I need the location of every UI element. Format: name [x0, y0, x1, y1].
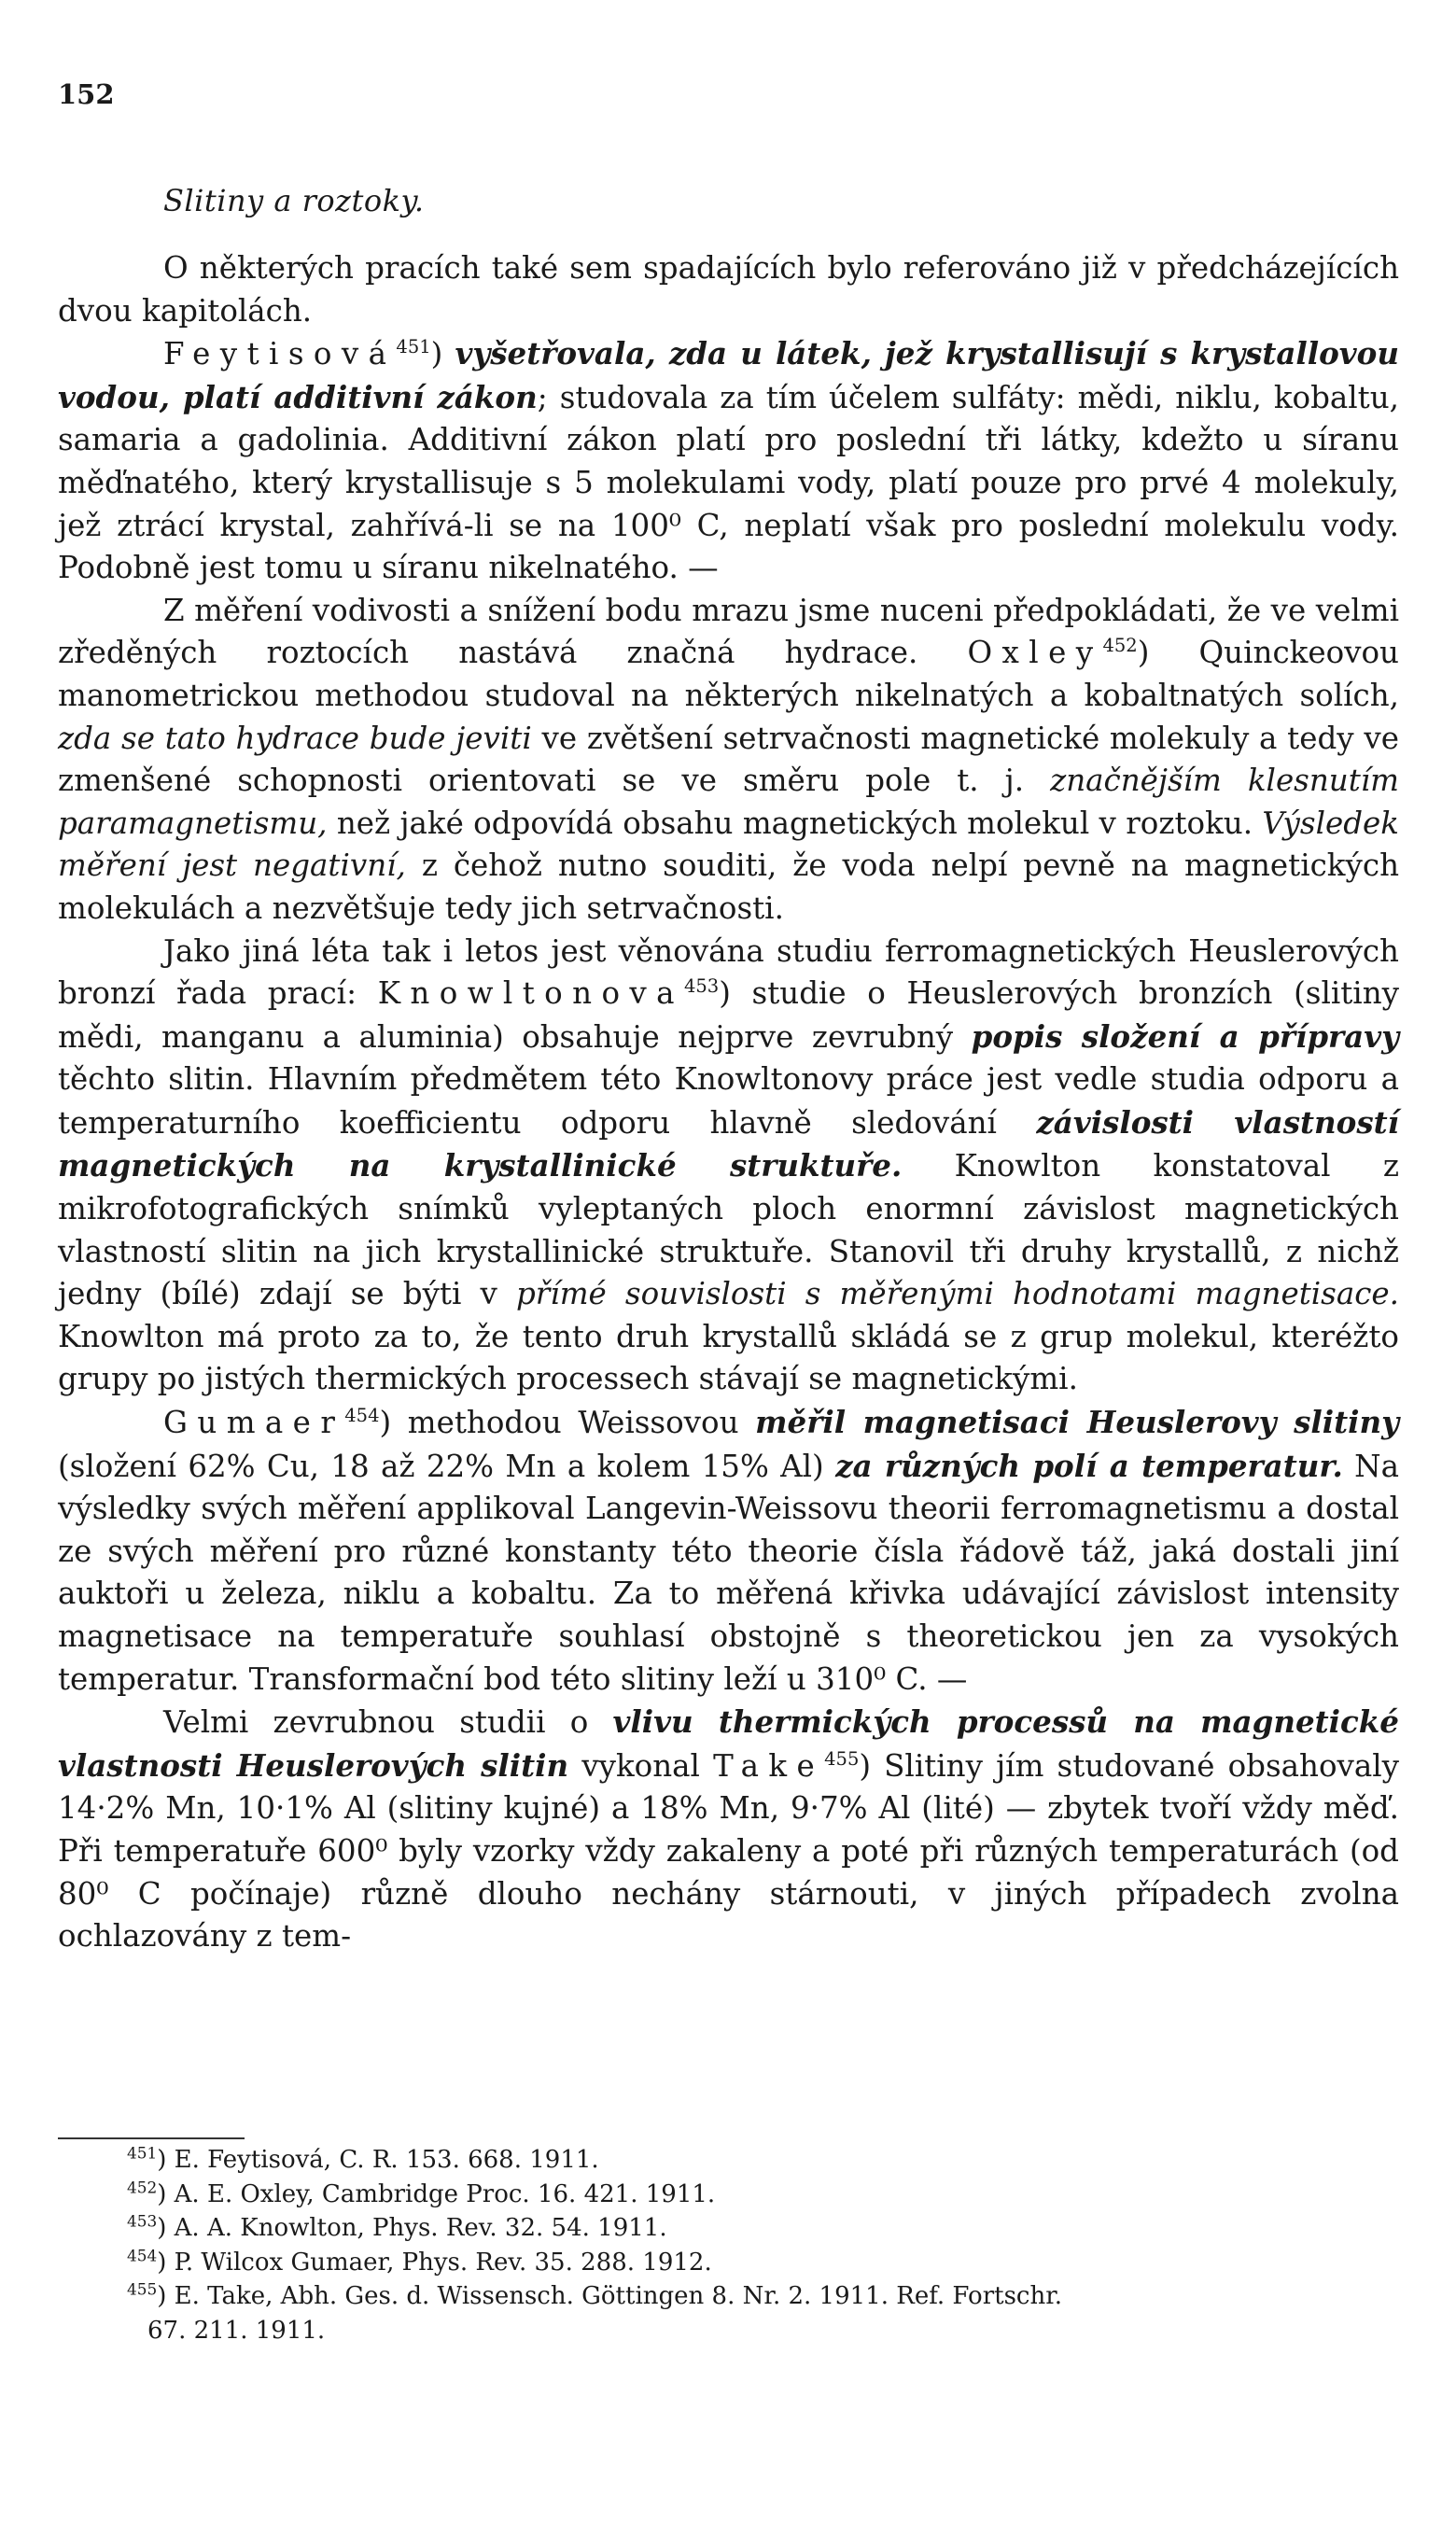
paragraph-4: Jako jiná léta tak i letos jest věnována studiu ferromagnetických Heuslerových bronzí řada prací: Knowltonova$^{453}$) studie o Heuslerových bronzích (slitiny mědi, manganu a aluminia) obsahuje nejprve zevrubný popis složení a přípravy těchto slitin. Hlavním předmětem této Knowltonovy práce jest vedle studia odporu a temperaturního koefficientu odporu hlavně sledování závislosti vlastností magnetických na krystallinické struktuře. Knowlton konstatoval z mikrofotografických snímků vyleptaných ploch enormní závislost magnetických vlastností slitin na jich krystallinické struktuře. Stanovil tři druhy krystallů, z nichž jedny (bílé) zdají se býti v přímé souvislosti s měřenými hodnotami magnetisace. Knowlton má proto za to, že tento druh krystallů skládá se z grup molekul, kteréžto grupy po jistých thermických processech stávají se magnetickými.: [58, 932, 1399, 1397]
footnote-ref[interactable]: 452: [1102, 635, 1138, 657]
emphasis: vlivu thermických processů na magnetické vlastnosti Heuslerových slitin: [58, 1703, 1399, 1784]
emphasis: zda se tato hydrace bude jeviti: [58, 720, 532, 756]
emphasis: měřil magnetisaci Heuslerovy slitiny: [755, 1404, 1399, 1441]
paragraph-3: Z měření vodivosti a snížení bodu mrazu jsme nuceni předpokládati, že ve velmi zředěných roztocích nastává značná hydrace. Oxley$^{452}$) Quinckeovou manometrickou methodou studoval na některých nikelnatých a kobaltnatých solích, zda se tato hydrace bude jeviti ve zvětšení setrvačnosti magnetické molekuly a tedy ve zmenšené schopnosti orientovati se ve směru pole t. j. značnějším klesnutím paramagnetismu, než jaké odpovídá obsahu magnetických molekul v roztoku. Výsledek měření jest negativní, z čehož nutno souditi, že voda nelpí pevně na magnetických molekulách a nezvětšuje tedy jich setrvačnosti.: [58, 592, 1399, 926]
paragraph-6: Velmi zevrubnou studii o vlivu thermických processů na magnetické vlastnosti Heuslerových slitin vykonal Take$^{455}$) Slitiny jím studované obsahovaly 14·2% Mn, 10·1% Al (slitiny kujné) a 18% Mn, 9·7% Al (lité) — zbytek tvoří vždy měď. Při temperatuře 600⁰ byly vzorky vždy zakaleny a poté při různých temperaturách (od 80⁰ C počínaje) různě dlouho nechány stárnouti, v jiných případech zvolna ochlazovány z tem-: [58, 1703, 1399, 1955]
section-heading: Slitiny a roztoky.: [163, 183, 425, 218]
footnote-ref[interactable]: 451: [396, 336, 431, 358]
emphasis: Výsledek měření jest negativní,: [58, 805, 1399, 884]
emphasis: za různých polí a temperatur.: [835, 1447, 1343, 1484]
body-text: [58, 247, 1399, 1958]
footnote-item: $^{451}$) E. Feytisová, C. R. 153. 668. 1911.: [127, 2143, 599, 2174]
footnote-number: 452: [127, 2177, 158, 2196]
emphasis: přímé souvislosti s měřenými hodnotami magnetisace.: [516, 1276, 1399, 1312]
paragraph-1: O některých pracích také sem spadajících bylo referováno již v předcházejících dvou kapitolách.: [58, 250, 1399, 329]
author-name: Gumaer: [163, 1405, 345, 1441]
footnote-number: 451: [127, 2143, 158, 2163]
author-name: Take: [713, 1747, 825, 1784]
footnote-item: $^{455}$) E. Take, Abh. Ges. d. Wissensch. Göttingen 8. Nr. 2. 1911. Ref. Fortschr.: [127, 2279, 1063, 2310]
page-number: 152: [58, 78, 115, 110]
paragraph-5: Gumaer$^{454}$) methodou Weissovou měřil magnetisaci Heuslerovy slitiny (složení 62% Cu, 18 až 22% Mn a kolem 15% Al) za různých polí a temperatur. Na výsledky svých měření applikoval Langevin-Weissovu theorii ferromagnetismu a dostal ze svých měření pro různé konstanty této theorie čísla řádově táž, jaká dostali jiní auktoři u železa, niklu a kobaltu. Za to měřená křivka udávající závislost intensity magnetisace na temperatuře souhlasí obstojně s theoretickou jen za vysokých temperatur. Transformační bod této slitiny leží u 310⁰ C. —: [58, 1404, 1399, 1697]
footnote-continuation: 67. 211. 1911.: [147, 2316, 326, 2345]
footnote-item: $^{453}$) A. A. Knowlton, Phys. Rev. 32. 54. 1911.: [127, 2211, 667, 2242]
footnote-item: $^{454}$) P. Wilcox Gumaer, Phys. Rev. 35. 288. 1912.: [127, 2245, 712, 2277]
footnote-divider: [58, 2137, 245, 2139]
author-name: Oxley: [967, 635, 1103, 671]
paragraph-2: Feytisová$^{451}$) vyšetřovala, zda u látek, jež krystallisují s krystallovou vodou, platí additivní zákon; studovala za tím účelem sulfáty: mědi, niklu, kobaltu, samaria a gadolinia. Additivní zákon platí pro poslední tři látky, kdežto u síranu měďnatého, který krystallisuje s 5 molekulami vody, platí pouze pro prvé 4 molekuly, jež ztrácí krystal, zahřívá-li se na 100⁰ C, neplatí však pro poslední molekulu vody. Podobně jest tomu u síranu nikelnatého. —: [58, 335, 1399, 586]
footnotes: [58, 2143, 1399, 2347]
emphasis: značnějším klesnutím paramagnetismu,: [58, 763, 1399, 841]
emphasis: závislosti vlastností magnetických na krystallinické struktuře.: [58, 1103, 1399, 1184]
emphasis: vyšetřovala, zda u látek, jež krystallisují s krystallovou vodou, platí additivní zákon: [58, 335, 1399, 415]
author-name: Feytisová: [163, 336, 397, 372]
footnote-item: $^{452}$) A. E. Oxley, Cambridge Proc. 16. 421. 1911.: [127, 2177, 716, 2208]
footnote-number: 453: [127, 2211, 158, 2231]
footnote-ref[interactable]: 455: [824, 1747, 860, 1770]
emphasis: popis složení a přípravy: [971, 1017, 1399, 1055]
footnote-number: 455: [127, 2279, 158, 2299]
author-name: Knowltonova: [377, 975, 684, 1012]
footnote-number: 454: [127, 2245, 158, 2264]
footnote-ref[interactable]: 453: [683, 975, 720, 998]
footnote-ref[interactable]: 454: [344, 1405, 380, 1427]
